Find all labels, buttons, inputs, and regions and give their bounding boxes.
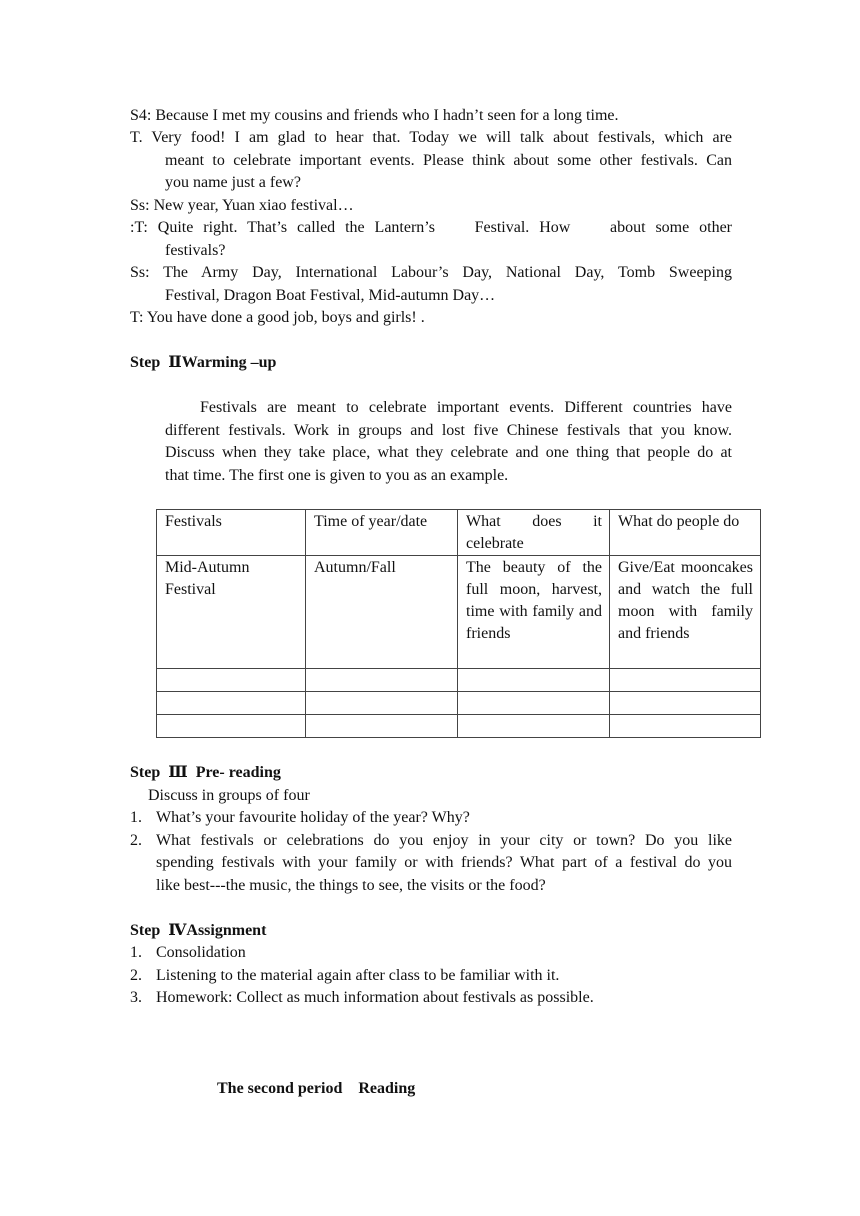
dialogue-t1-line2: meant to celebrate important events. Please think about some other festivals. Can [165, 152, 732, 169]
table-header-row [157, 510, 761, 556]
table-header-cell: What do people do [610, 510, 761, 556]
step3-q1: What’s your favourite holiday of the year? Why? [156, 809, 470, 826]
dialogue-t1-line3: you name just a few? [165, 174, 301, 191]
dialogue-ss2-line1: Ss: The Army Day, International Labour’s Day, National Day, Tomb Sweeping [130, 264, 732, 281]
step2-para-line1: Festivals are meant to celebrate important events. Different countries have [200, 399, 732, 416]
table-cell-time: Autumn/Fall [306, 556, 458, 669]
table-row [157, 715, 761, 738]
step3-heading: Step Ⅲ Pre- reading [130, 764, 281, 781]
step3-q2-number: 2. [130, 832, 142, 849]
step4-item: Consolidation [156, 944, 246, 961]
table-cell-do: Give/Eat mooncakes and watch the full moon with family and friends [610, 556, 761, 669]
step4-item-number: 3. [130, 989, 142, 1006]
table-header-cell: Festivals [157, 510, 306, 556]
step2-para-line4: that time. The first one is given to you as an example. [165, 467, 509, 484]
dialogue-ss1: Ss: New year, Yuan xiao festival… [130, 197, 354, 214]
dialogue-t3: T: You have done a good job, boys and girls! . [130, 309, 425, 326]
festivals-table [156, 509, 761, 738]
table-cell-celebrate: The beauty of the full moon, harvest, time with family and friends [458, 556, 610, 669]
step4-item: Listening to the material again after class to be familiar with it. [156, 967, 560, 984]
step3-q2-line1: What festivals or celebrations do you enjoy in your city or town? Do you like [156, 832, 732, 849]
step4-item-number: 1. [130, 944, 142, 961]
step3-intro: Discuss in groups of four [148, 787, 310, 804]
table-row [157, 556, 761, 669]
period-title: The second period Reading [217, 1080, 416, 1097]
dialogue-t2-line2: festivals? [165, 242, 226, 259]
step3-q2-line3: like best---the music, the things to see, the visits or the food? [156, 877, 546, 894]
step4-item-number: 2. [130, 967, 142, 984]
table-header-cell: Time of year/date [306, 510, 458, 556]
dialogue-t1-line1: T. Very food! I am glad to hear that. Today we will talk about festivals, which are [130, 129, 732, 146]
table-header-cell: What does it celebrate [458, 510, 610, 556]
dialogue-ss2-line2: Festival, Dragon Boat Festival, Mid-autumn Day… [165, 287, 496, 304]
step3-q1-number: 1. [130, 809, 142, 826]
step2-para-line2: different festivals. Work in groups and lost five Chinese festivals that you know. [165, 422, 732, 439]
table-row [157, 692, 761, 715]
dialogue-s4: S4: Because I met my cousins and friends who I hadn’t seen for a long time. [130, 107, 619, 124]
step2-para-line3: Discuss when they take place, what they celebrate and one thing that people do at [165, 444, 732, 461]
step4-heading: Step ⅣAssignment [130, 922, 267, 939]
dialogue-t2-line1: :T: Quite right. That’s called the Lantern’s Festival. How about some other [130, 219, 732, 236]
table-row [157, 669, 761, 692]
table-cell-festival: Mid-Autumn Festival [157, 556, 306, 669]
step3-q2-line2: spending festivals with your family or with friends? What part of a festival do you [156, 854, 732, 871]
step2-heading: Step ⅡWarming –up [130, 354, 277, 371]
step4-item: Homework: Collect as much information about festivals as possible. [156, 989, 594, 1006]
